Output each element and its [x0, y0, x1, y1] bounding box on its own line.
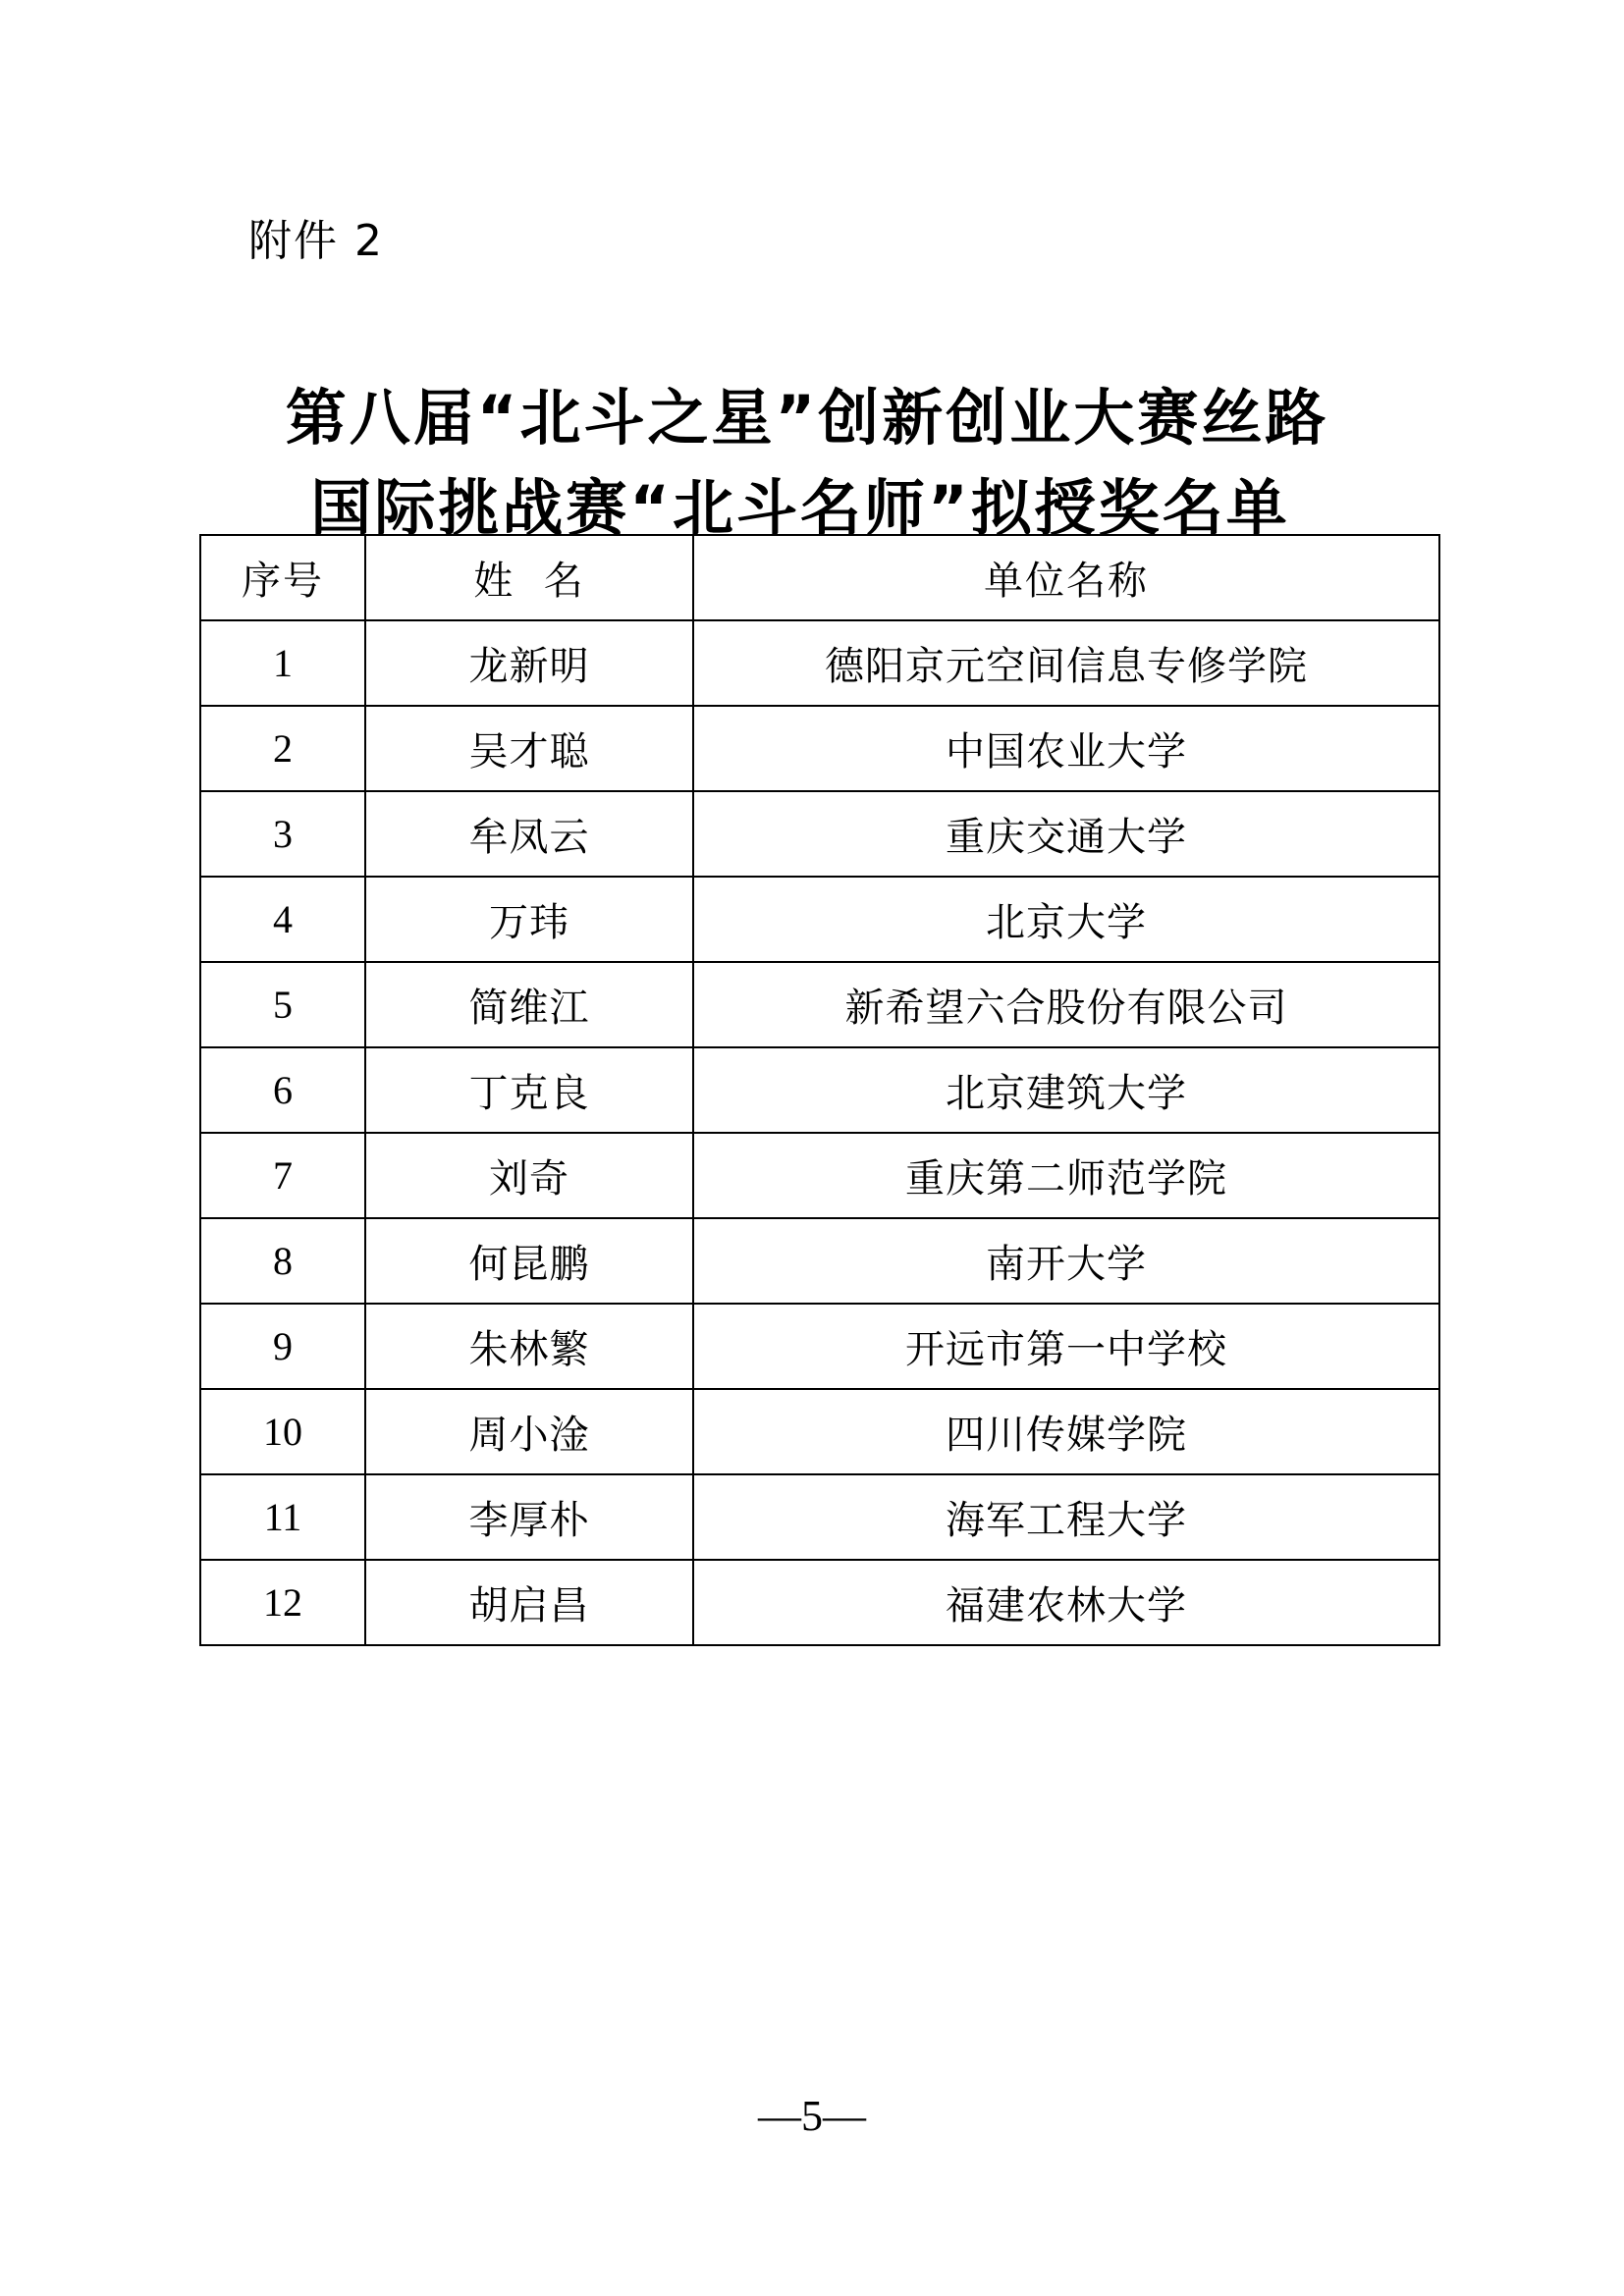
row-name: 简维江 [365, 962, 693, 1047]
attachment-label: 附件 2 [248, 216, 384, 266]
row-unit: 开远市第一中学校 [693, 1304, 1439, 1389]
row-unit: 海军工程大学 [693, 1474, 1439, 1560]
row-unit: 德阳京元空间信息专修学院 [693, 620, 1439, 706]
table-row [200, 1560, 1439, 1645]
table-row [200, 1047, 1439, 1133]
row-name: 吴才聪 [365, 706, 693, 791]
row-number: 8 [200, 1218, 365, 1304]
row-number: 9 [200, 1304, 365, 1389]
table-row [200, 1389, 1439, 1474]
row-number: 1 [200, 620, 365, 706]
row-name: 刘奇 [365, 1133, 693, 1218]
row-number: 12 [200, 1560, 365, 1645]
table-row [200, 1133, 1439, 1218]
table-row [200, 1304, 1439, 1389]
row-number: 11 [200, 1474, 365, 1560]
table-row [200, 706, 1439, 791]
row-unit: 福建农林大学 [693, 1560, 1439, 1645]
row-name: 何昆鹏 [365, 1218, 693, 1304]
row-number: 3 [200, 791, 365, 877]
row-unit: 南开大学 [693, 1218, 1439, 1304]
row-unit: 中国农业大学 [693, 706, 1439, 791]
table-header-row [200, 535, 1439, 620]
row-unit: 新希望六合股份有限公司 [693, 962, 1439, 1047]
table-row [200, 877, 1439, 962]
table-row [200, 1218, 1439, 1304]
header-serial-number: 序号 [200, 535, 365, 620]
table-row [200, 791, 1439, 877]
row-number: 7 [200, 1133, 365, 1218]
table-row [200, 1474, 1439, 1560]
row-unit: 重庆第二师范学院 [693, 1133, 1439, 1218]
row-name: 丁克良 [365, 1047, 693, 1133]
document-title-line-2: 国际挑战赛“北斗名师”拟授奖名单 [310, 472, 1290, 544]
row-name: 李厚朴 [365, 1474, 693, 1560]
table-row [200, 962, 1439, 1047]
row-name: 龙新明 [365, 620, 693, 706]
table-row [200, 620, 1439, 706]
row-name: 朱林繁 [365, 1304, 693, 1389]
row-name: 胡启昌 [365, 1560, 693, 1645]
row-unit: 北京大学 [693, 877, 1439, 962]
row-name: 万玮 [365, 877, 693, 962]
row-number: 4 [200, 877, 365, 962]
row-number: 2 [200, 706, 365, 791]
page-number: —5— [758, 2092, 866, 2140]
row-name: 周小淦 [365, 1389, 693, 1474]
row-name: 牟凤云 [365, 791, 693, 877]
document-title-line-1: 第八届“北斗之星”创新创业大赛丝路 [285, 382, 1329, 454]
award-list-table [199, 534, 1440, 1646]
row-number: 6 [200, 1047, 365, 1133]
row-unit: 四川传媒学院 [693, 1389, 1439, 1474]
row-number: 10 [200, 1389, 365, 1474]
row-unit: 北京建筑大学 [693, 1047, 1439, 1133]
row-number: 5 [200, 962, 365, 1047]
header-name: 姓 名 [365, 535, 693, 620]
header-unit: 单位名称 [693, 535, 1439, 620]
row-unit: 重庆交通大学 [693, 791, 1439, 877]
